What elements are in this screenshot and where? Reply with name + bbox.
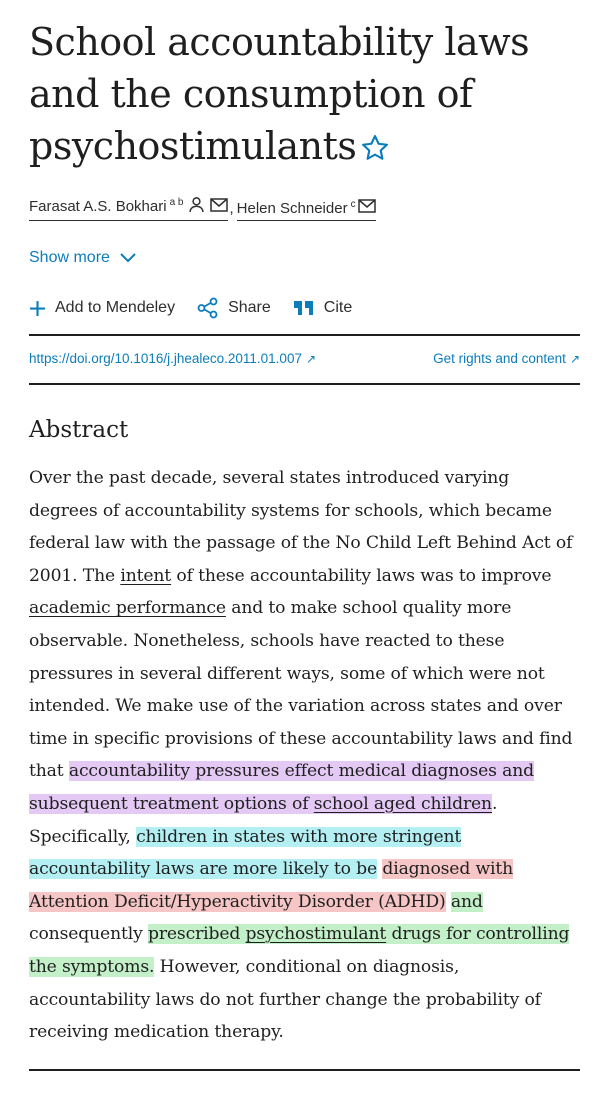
term-link-intent[interactable]: intent xyxy=(120,565,172,586)
author-separator: , xyxy=(229,200,234,217)
abstract-segment: of these accountability laws was to improve xyxy=(171,565,552,586)
show-more-label: Show more xyxy=(29,249,110,266)
rights-link[interactable] xyxy=(433,351,580,366)
author-bokhari[interactable] xyxy=(29,196,228,221)
external-link-icon: ↗ xyxy=(569,352,580,366)
doi-link-text: https://doi.org/10.1016/j.jhealeco.2011.01.007 xyxy=(29,351,302,366)
share-icon xyxy=(197,297,219,319)
author-affiliations: a b xyxy=(169,197,184,208)
highlight-green: and xyxy=(450,891,483,912)
doi-link[interactable] xyxy=(29,351,316,366)
article-title-text: School accountability laws and the consumption of psychostimulants xyxy=(29,20,530,168)
abstract-text xyxy=(29,462,580,1049)
divider xyxy=(29,334,580,336)
article-title xyxy=(29,16,580,176)
author-name: Helen Schneider xyxy=(236,199,348,217)
add-to-mendeley-button[interactable] xyxy=(29,299,175,317)
divider xyxy=(29,1069,580,1071)
term-link-school-aged-children[interactable]: school aged children xyxy=(313,793,492,814)
abstract-segment: However, conditional on diagnosis, accountability laws do not further change the probability of receiving medication therapy. xyxy=(29,956,541,1043)
highlight-cyan: children in states with more stringent accountability laws are more likely to be xyxy=(29,826,462,880)
abstract-segment: Specifically, xyxy=(29,826,137,847)
author-schneider[interactable] xyxy=(237,199,376,221)
article-actions xyxy=(29,297,374,319)
star-icon[interactable] xyxy=(360,124,390,176)
abstract-segment: prescribed xyxy=(147,924,246,945)
term-link-psychostimulant[interactable]: psychostimulant xyxy=(245,924,387,945)
chevron-down-icon xyxy=(119,252,137,264)
highlight-red: diagnosed with Attention Deficit/Hyperactivity Disorder (ADHD) xyxy=(29,859,514,912)
abstract-segment: accountability pressures effect medical diagnoses and subsequent treatment options of xyxy=(29,761,535,814)
envelope-icon xyxy=(358,199,376,217)
author-list xyxy=(29,196,376,221)
person-icon xyxy=(188,196,205,217)
plus-icon xyxy=(29,300,46,317)
article-links xyxy=(29,351,580,366)
show-more-button[interactable] xyxy=(29,249,137,267)
share-label: Share xyxy=(228,299,271,316)
abstract-segment: and to make school quality more observable. Nonetheless, schools have reacted to these pressures in several different ways, some of which were not intended. We make use of the variation across states and over time in specific provisions of these accountability laws and find that xyxy=(29,598,573,782)
external-link-icon: ↗ xyxy=(305,352,317,366)
divider xyxy=(29,383,580,385)
term-link-academic-performance[interactable]: academic performance xyxy=(29,598,226,619)
author-name: Farasat A.S. Bokhari xyxy=(29,198,167,215)
cite-button[interactable] xyxy=(293,299,352,317)
abstract-segment: drugs for controlling the symptoms. xyxy=(29,924,570,977)
rights-link-text: Get rights and content xyxy=(433,351,566,366)
highlight-purple xyxy=(29,761,534,814)
abstract-heading: Abstract xyxy=(29,417,129,443)
abstract-segment: . xyxy=(491,793,498,814)
add-to-mendeley-label: Add to Mendeley xyxy=(55,299,176,316)
share-button[interactable] xyxy=(197,297,271,319)
author-affiliations: c xyxy=(350,198,356,210)
cite-label: Cite xyxy=(323,299,353,316)
envelope-icon xyxy=(210,198,228,216)
quote-icon xyxy=(293,299,315,317)
abstract-segment: Over the past decade, several states introduced varying degrees of accountability systems for schools, which became federal law with the passage of the No Child Left Behind Act of 2001. The xyxy=(29,468,573,586)
abstract-segment: consequently xyxy=(29,924,148,945)
